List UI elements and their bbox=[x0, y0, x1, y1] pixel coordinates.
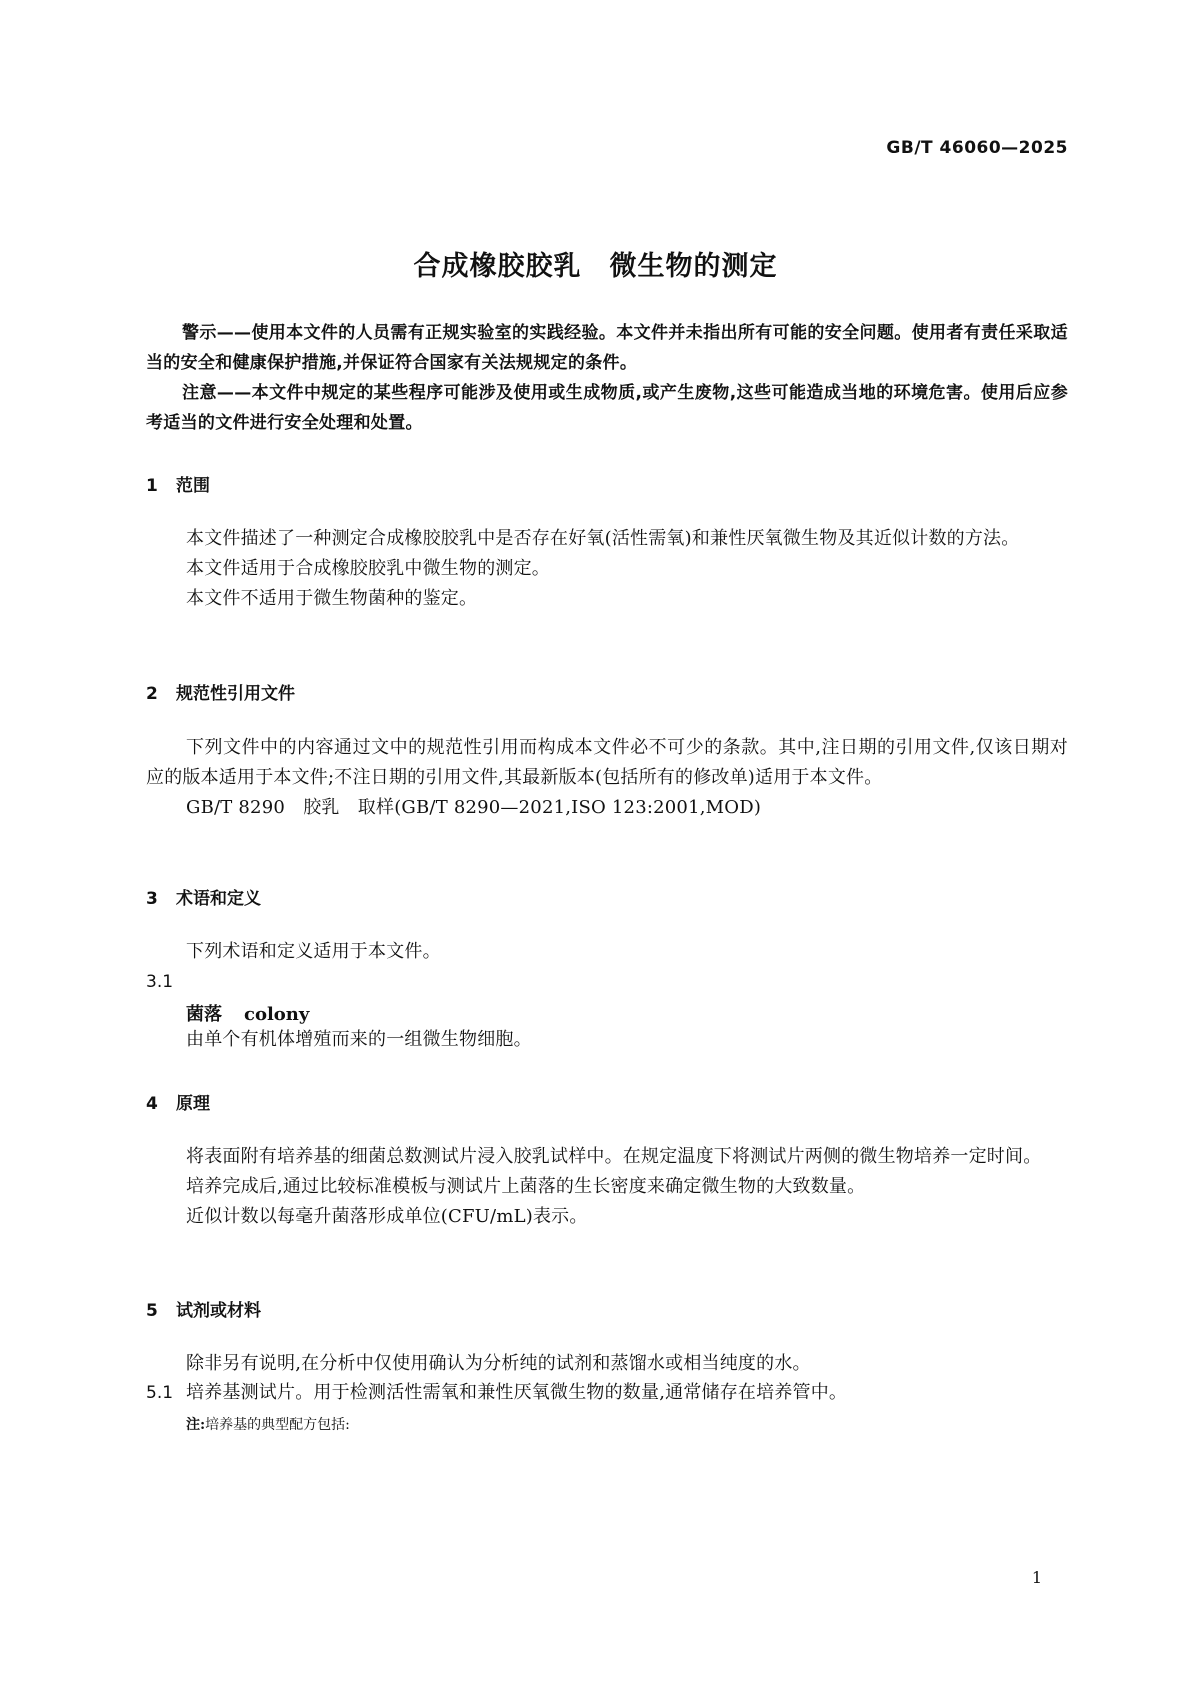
paragraph: 近似计数以每毫升菌落形成单位(CFU/mL)表示。 bbox=[186, 1206, 588, 1227]
item-number: 5.1 bbox=[146, 1383, 174, 1403]
section-5-intro bbox=[146, 1349, 1068, 1379]
note-text: 培养基的典型配方包括: bbox=[205, 1417, 350, 1433]
section-title: 规范性引用文件 bbox=[176, 684, 295, 704]
section-5-heading bbox=[146, 1296, 261, 1321]
term-definition-block bbox=[146, 1025, 1068, 1055]
paragraph: 下列术语和定义适用于本文件。 bbox=[186, 941, 441, 962]
section-title: 术语和定义 bbox=[176, 889, 261, 909]
section-1-heading bbox=[146, 471, 210, 496]
section-4-body bbox=[146, 1142, 1068, 1232]
section-3-intro bbox=[146, 937, 1068, 967]
section-1-body bbox=[146, 524, 1068, 614]
warning-paragraph: 警示——使用本文件的人员需有正规实验室的实践经验。本文件并未指出所有可能的安全问题。使用者有责任采取适当的安全和健康保护措施,并保证符合国家有关法规规定的条件。 bbox=[146, 323, 1068, 373]
section-2-body bbox=[146, 733, 1068, 823]
paragraph: 培养完成后,通过比较标准模板与测试片上菌落的生长密度来确定微生物的大致数量。 bbox=[186, 1176, 866, 1197]
document-title: 合成橡胶胶乳 微生物的测定 bbox=[413, 251, 778, 282]
term-english: colony bbox=[244, 1004, 310, 1025]
warning-block bbox=[146, 318, 1068, 438]
page-number: 1 bbox=[1031, 1568, 1042, 1587]
section-title: 原理 bbox=[176, 1094, 210, 1114]
section-number: 4 bbox=[146, 1094, 158, 1114]
section-title: 范围 bbox=[176, 476, 210, 496]
term-chinese: 菌落 bbox=[186, 1004, 222, 1025]
paragraph: 本文件不适用于微生物菌种的鉴定。 bbox=[186, 588, 478, 609]
section-4-heading bbox=[146, 1089, 210, 1114]
term-definition: 由单个有机体增殖而来的一组微生物细胞。 bbox=[186, 1029, 532, 1050]
term-entry bbox=[186, 1000, 309, 1026]
paragraph: 本文件适用于合成橡胶胶乳中微生物的测定。 bbox=[186, 558, 550, 579]
section-title: 试剂或材料 bbox=[176, 1301, 261, 1321]
term-number: 3.1 bbox=[146, 972, 174, 992]
note bbox=[186, 1414, 350, 1434]
reference-entry: GB/T 8290 胶乳 取样(GB/T 8290—2021,ISO 123:2001,MOD) bbox=[186, 797, 762, 818]
note-label: 注: bbox=[186, 1417, 206, 1433]
section-number: 3 bbox=[146, 889, 158, 909]
section-3-heading bbox=[146, 884, 261, 909]
section-number: 1 bbox=[146, 476, 158, 496]
paragraph: 将表面附有培养基的细菌总数测试片浸入胶乳试样中。在规定温度下将测试片两侧的微生物培养一定时间。 bbox=[186, 1146, 1042, 1167]
standard-number: GB/T 46060—2025 bbox=[886, 138, 1068, 158]
item-text-block bbox=[186, 1378, 1068, 1408]
paragraph: 除非另有说明,在分析中仅使用确认为分析纯的试剂和蒸馏水或相当纯度的水。 bbox=[186, 1353, 811, 1374]
section-2-heading bbox=[146, 679, 295, 704]
paragraph: 本文件描述了一种测定合成橡胶胶乳中是否存在好氧(活性需氧)和兼性厌氧微生物及其近似计数的方法。 bbox=[186, 528, 1020, 549]
paragraph: 下列文件中的内容通过文中的规范性引用而构成本文件必不可少的条款。其中,注日期的引用文件,仅该日期对应的版本适用于本文件;不注日期的引用文件,其最新版本(包括所有的修改单)适用于本文件。 bbox=[146, 737, 1068, 788]
section-number: 2 bbox=[146, 684, 158, 704]
section-number: 5 bbox=[146, 1301, 158, 1321]
item-text: 培养基测试片。用于检测活性需氧和兼性厌氧微生物的数量,通常储存在培养管中。 bbox=[186, 1382, 848, 1403]
caution-paragraph: 注意——本文件中规定的某些程序可能涉及使用或生成物质,或产生废物,这些可能造成当地的环境危害。使用后应参考适当的文件进行安全处理和处置。 bbox=[146, 383, 1068, 433]
